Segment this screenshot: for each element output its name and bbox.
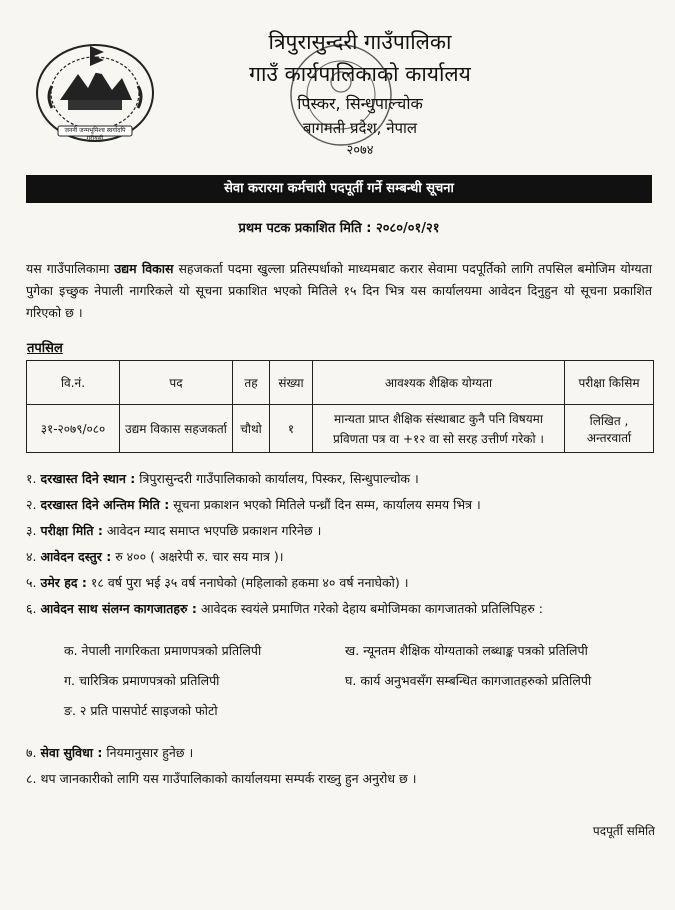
intro-text-2: सहजकर्ता पदमा खुल्ला प्रतिस्पर्धाको माध्यमबाट करार सेवामा पदपूर्तिको लागि तपसिल बमोजिम योग्यता पुगेका इच्छुक नेपाली नागरिकले यो सूचना प्रकाशित भएको मितिले १५ दिन भित्र यस कार्यालयमा आवेदन दिनुहुन यो सूचना प्रकाशित गरिएको छ ।	[26, 261, 653, 320]
cell-count: १	[270, 405, 313, 453]
publication-date: प्रथम पटक प्रकाशित मिति : २०८०/०१/२१	[238, 221, 440, 236]
item-list	[26, 470, 666, 626]
notice-title-banner: सेवा करारमा कर्मचारी पदपूर्ती गर्ने सम्बन्धी सूचना	[26, 175, 652, 203]
list-item: ५. उमेर हद : १८ वर्ष पुरा भई ३५ वर्ष ननाघेको (महिलाको हकमा ४० वर्ष ननाघेको) ।	[26, 575, 409, 590]
doc-item: ङ. २ प्रति पासपोर्ट साइजको फोटो	[64, 703, 218, 718]
col-header-level: तह	[233, 361, 270, 405]
cell-exam: लिखित , अन्तरवार्ता	[565, 405, 654, 453]
cell-qualification: मान्यता प्राप्त शैक्षिक संस्थाबाट कुनै पनि विषयमा प्रविणता पत्र वा +१२ वा सो सरह उत्तीर्ण गरेको ।	[313, 405, 565, 453]
office-address: पिस्कर, सिन्धुपाल्चोक	[297, 94, 423, 113]
list-item: २. दरखास्त दिने अन्तिम मिति : सूचना प्रकाशन भएको मितिले पन्ध्रौं दिन सम्म, कार्यालय समय भित्र ।	[26, 497, 481, 512]
intro-paragraph	[26, 258, 652, 324]
tapasil-heading: तपसिल	[27, 341, 63, 356]
list-item: ४. आवेदन दस्तुर : रु ४०० ( अक्षरेपी रु. चार सय मात्र )।	[26, 549, 284, 564]
emblem-caption: जननी जन्मभूमिश्च स्वर्गादपि गरीयसी	[64, 127, 126, 142]
col-header-qualification: आवश्यक शैक्षिक योग्यता	[313, 361, 565, 405]
list-item: ७. सेवा सुविधा : नियमानुसार हुनेछ ।	[26, 745, 194, 760]
cell-level: चौथो	[233, 405, 270, 453]
intro-text-1: यस गाउँपालिकामा	[26, 261, 115, 276]
list-item: ६. आवेदन साथ संलग्न कागजातहरु : आवेदक स्वयंले प्रमाणित गरेको देहाय बमोजिमका कागजातको प्रतिलिपिहरु :	[26, 601, 543, 616]
vacancy-table	[26, 360, 654, 453]
office-name: त्रिपुरासुन्दरी गाउँपालिका	[268, 30, 452, 54]
doc-item: ख. न्यूनतम शैक्षिक योग्यताको लब्धाङ्क पत्रको प्रतिलिपी	[345, 643, 588, 658]
cell-post: उद्यम विकास सहजकर्ता	[120, 405, 233, 453]
list-item: ८. थप जानकारीको लागि यस गाउँपालिकाको कार्यालयमा सम्पर्क राख्नु हुन अनुरोध छ ।	[26, 771, 417, 786]
doc-item: घ. कार्य अनुभवसँग सम्बन्धित कागजातहरुको प्रतिलिपी	[345, 673, 592, 688]
doc-item: क. नेपाली नागरिकता प्रमाणपत्रको प्रतिलिपी	[64, 643, 262, 658]
list-item: ३. परीक्षा मिति : आवेदन म्याद समाप्त भएपछि प्रकाशन गरिनेछ ।	[26, 523, 322, 538]
col-header-exam: परीक्षा किसिम	[565, 361, 654, 405]
committee-signature: पदपूर्ती समिति	[592, 824, 655, 838]
intro-post-name: उद्यम विकास	[114, 261, 174, 276]
office-year: २०७४	[346, 143, 374, 158]
col-header-sn: वि.नं.	[27, 361, 120, 405]
office-stamp-icon	[286, 40, 396, 150]
office-province: बागमती प्रदेश, नेपाल	[302, 119, 418, 137]
list-item: १. दरखास्त दिने स्थान : त्रिपुरासुन्दरी गाउँपालिकाको कार्यालय, पिस्कर, सिन्धुपाल्चोक ।	[26, 471, 419, 486]
office-subtitle: गाउँ कार्यपालिकाको कार्यालय	[249, 62, 471, 86]
item-list-2	[26, 744, 666, 796]
col-header-count: संख्या	[270, 361, 313, 405]
table-header-row	[27, 361, 654, 405]
doc-item: ग. चारित्रिक प्रमाणपत्रको प्रतिलिपी	[64, 673, 220, 688]
table-row	[27, 405, 654, 453]
cell-sn: ३१-२०७९/०८०	[27, 405, 120, 453]
col-header-post: पद	[120, 361, 233, 405]
